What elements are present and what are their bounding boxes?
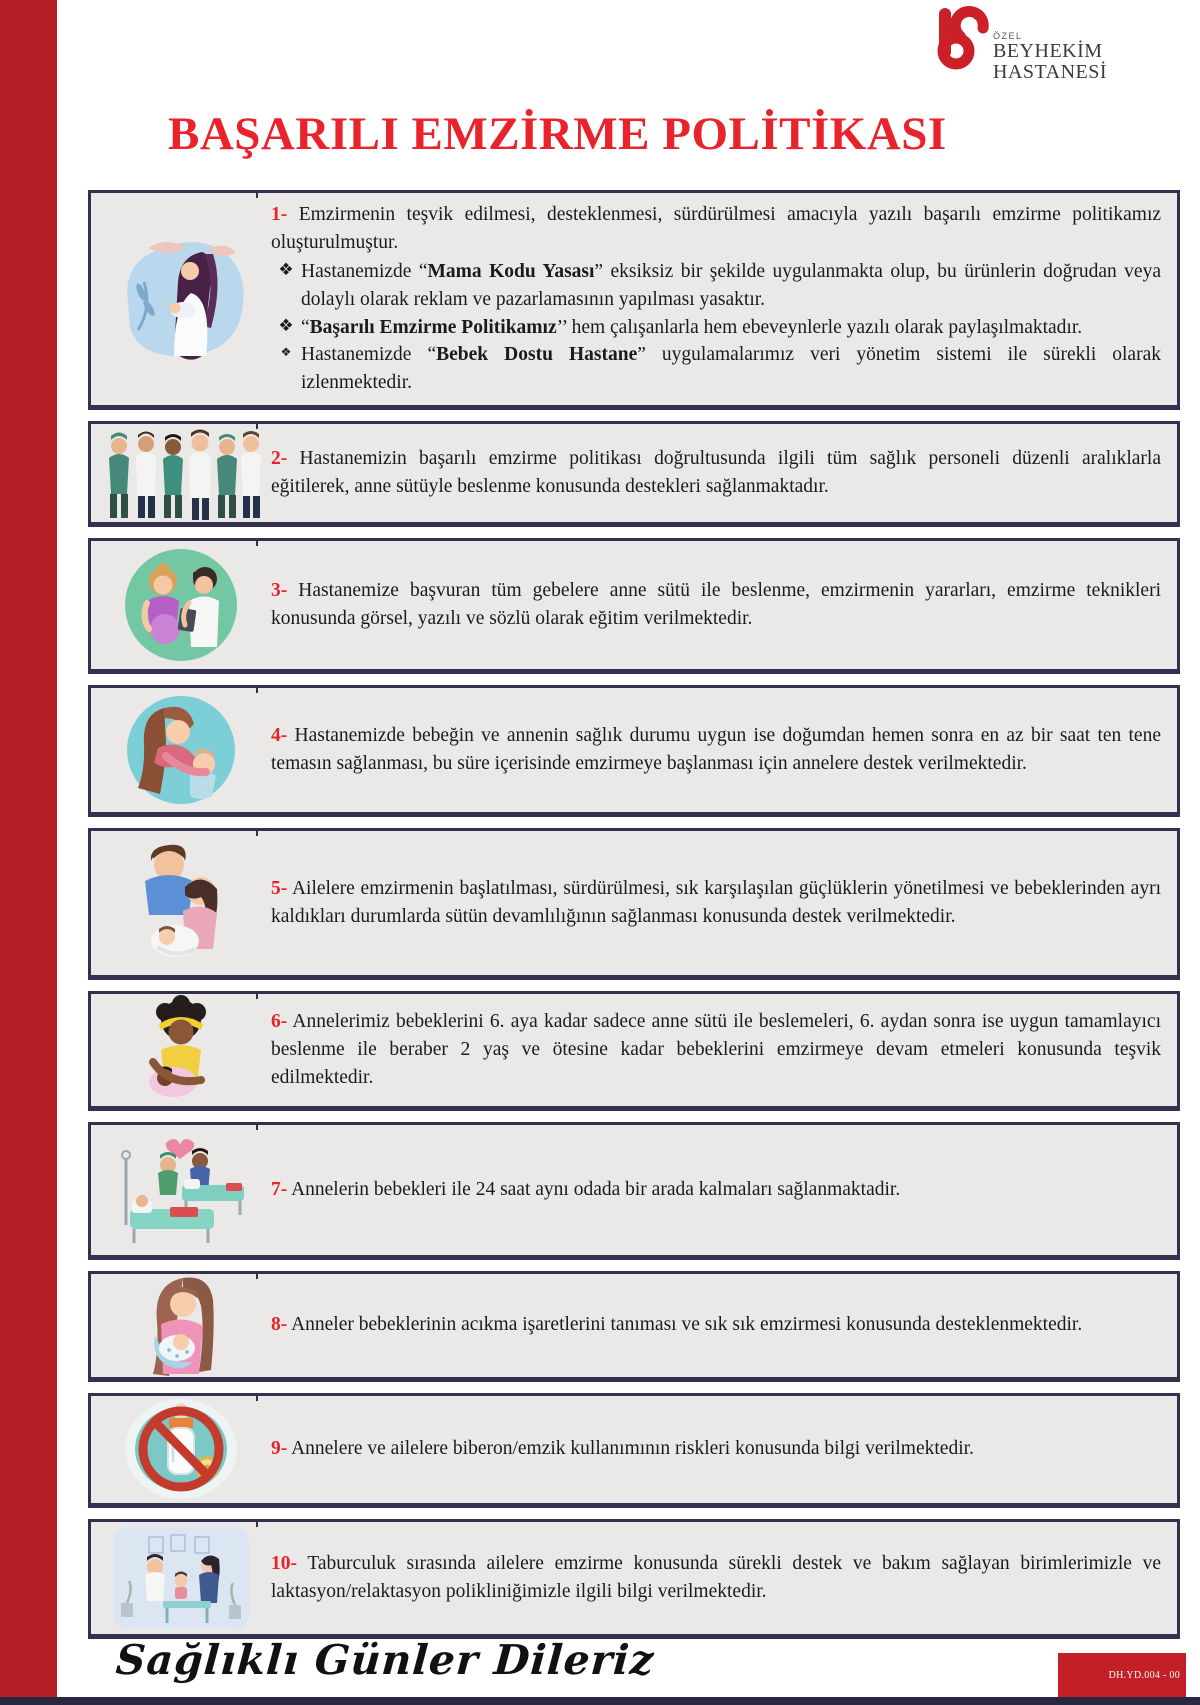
item-number: 5- xyxy=(271,878,288,900)
body-text: Hastanemizin başarılı emzirme politikası doğrultusunda ilgili tüm sağlık personeli düzenli aralıklarla eğitilerek, anne sütüyle beslenme konusunda destekleri sağlanmaktadır. xyxy=(271,448,1162,497)
policy-text xyxy=(271,1550,1161,1605)
body-text: Ailelere emzirmenin başlatılması, sürdürülmesi, sık karşılaşılan güçlüklerin yönetilmesi ve bebeklerinden ayrı kaldıkları durumlarda sütün devamlılığının sağlanması konusunda destek verilmektedir. xyxy=(271,878,1161,927)
policy-text-block xyxy=(271,867,1177,938)
diamond-bullet-icon: ❖ xyxy=(278,260,294,280)
skin-to-skin-contact-illustration xyxy=(91,690,271,810)
hospital-logo-text xyxy=(993,32,1200,83)
body-text: Annelere ve ailelere biberon/emzik kullanımının riskleri konusunda bilgi verilmektedir. xyxy=(291,1438,974,1460)
body-text: Anneler bebeklerinin acıkma işaretlerini tanıması ve sık sık emzirmesi konusunda desteklenmektedir. xyxy=(291,1314,1083,1336)
logo-hospital-name: BEYHEKİM HASTANESİ xyxy=(993,40,1108,84)
item-number: 4- xyxy=(271,725,288,747)
policy-item-3 xyxy=(88,538,1180,674)
policy-text-block xyxy=(271,1168,1177,1212)
policy-item-4 xyxy=(88,685,1180,817)
bullet-item xyxy=(271,314,1161,342)
medical-staff-team-illustration xyxy=(91,424,271,522)
diamond-bullet-icon: ❖ xyxy=(280,345,292,360)
policy-text xyxy=(271,1176,1161,1204)
footer-slogan: Sağlıklı Günler Dileriz xyxy=(114,1636,656,1684)
policy-text-block xyxy=(271,1000,1177,1099)
logo-ozel-label: ÖZEL xyxy=(993,31,1023,41)
policy-text xyxy=(271,1008,1161,1091)
bullet-item xyxy=(271,258,1161,313)
rooming-in-hospital-illustration xyxy=(91,1129,271,1251)
policy-text-block xyxy=(271,714,1177,785)
mother-holding-baby-illustration xyxy=(91,994,271,1106)
policy-text xyxy=(271,1435,1161,1463)
body-text: Taburculuk sırasında ailelere emzirme konusunda sürekli destek ve bakım sağlayan birimlerimizle ve laktasyon/relaktasyon polikliniğimizle ilgili bilgi verilmektedir. xyxy=(271,1553,1161,1602)
policy-text-block xyxy=(271,1303,1177,1347)
family-support-illustration xyxy=(91,835,271,971)
policy-text-block xyxy=(271,437,1177,508)
item-number: 3- xyxy=(271,580,288,602)
item-number: 1- xyxy=(271,204,288,225)
policy-text-block xyxy=(271,569,1177,640)
policy-text-block xyxy=(271,1542,1177,1613)
item-number: 9- xyxy=(271,1438,288,1460)
pregnant-woman-education-illustration xyxy=(91,543,271,667)
left-accent-bar xyxy=(0,0,57,1698)
document-code: DH.YD.004 - 00 xyxy=(1108,1669,1180,1681)
policy-text xyxy=(271,577,1161,632)
policy-item-2 xyxy=(88,421,1180,527)
nursing-mother-illustration xyxy=(91,1274,271,1376)
policy-list xyxy=(88,190,1180,1650)
item-number: 6- xyxy=(271,1011,288,1033)
discharge-lactation-clinic-illustration xyxy=(91,1525,271,1631)
bullet-text: “Başarılı Emzirme Politikamız’’ hem çalışanlarla hem ebeveynlerle yazılı olarak paylaşılmaktadır. xyxy=(301,316,1083,338)
body-text: Annelerin bebekleri ile 24 saat aynı odada bir arada kalmaları sağlanmaktadir. xyxy=(291,1178,901,1200)
item-number: 10- xyxy=(271,1553,297,1575)
policy-text xyxy=(271,445,1161,500)
hospital-logo-icon xyxy=(928,6,990,70)
body-text: Annelerimiz bebeklerini 6. aya kadar sadece anne sütü ile beslemeleri, 6. aydan sonra ise uygun tamamlayıcı beslenme ile beraber 2 yaş ve ötesine kadar bebeklerini emzirmeye devam etmeleri konusunda teşvik edilmektedir. xyxy=(271,1011,1161,1088)
policy-item-5 xyxy=(88,828,1180,980)
hospital-logo xyxy=(928,6,1200,83)
policy-text-block xyxy=(271,193,1177,405)
item-number: 8- xyxy=(271,1314,288,1336)
policy-text xyxy=(271,722,1161,777)
bottom-accent-bar xyxy=(0,1697,1200,1705)
policy-text xyxy=(271,1311,1161,1339)
intro-text: Emzirmenin teşvik edilmesi, desteklenmesi, sürdürülmesi amacıyla yazılı başarılı emzirme politikamız oluşturulmuştur. xyxy=(271,204,1162,253)
diamond-bullet-icon: ❖ xyxy=(278,315,294,335)
item-number: 2- xyxy=(271,448,288,470)
document-code-box xyxy=(1058,1653,1186,1697)
policy-item-7 xyxy=(88,1122,1180,1260)
policy-item-6 xyxy=(88,991,1180,1111)
body-text: Hastanemize başvuran tüm gebelere anne sütü ile beslenme, emzirmenin yararları, emzirme teknikleri konusunda görsel, yazılı ve sözlü olarak eğitim verilmektedir. xyxy=(271,580,1161,629)
body-text: Hastanemizde bebeğin ve annenin sağlık durumu uygun ise doğumdan hemen sonra en az bir saat ten tene temasın sağlanması, bu süre içerisinde emzirmeye başlanması için annelere destek verilmektedir. xyxy=(271,725,1161,774)
page-title: BAŞARILI EMZİRME POLİTİKASI xyxy=(168,108,947,161)
no-bottle-pacifier-illustration xyxy=(91,1396,271,1502)
policy-item-9 xyxy=(88,1393,1180,1508)
mother-breastfeeding-illustration xyxy=(91,224,271,374)
bullet-item xyxy=(271,341,1161,396)
policy-text xyxy=(271,875,1161,930)
bullet-text: Hastanemizde “Bebek Dostu Hastane” uygulamalarımız veri yönetim sistemi ile sürekli olarak izlenmektedir. xyxy=(301,344,1161,394)
policy-item-1 xyxy=(88,190,1180,410)
bullet-text: Hastanemizde “Mama Kodu Yasası” eksiksiz bir şekilde uygulanmakta olup, bu ürünlerin doğrudan veya dolaylı olarak reklam ve pazarlamasının yapılması yasaktır. xyxy=(301,261,1161,311)
policy-item-10 xyxy=(88,1519,1180,1639)
item-number: 7- xyxy=(271,1178,288,1200)
policy-item-8 xyxy=(88,1271,1180,1382)
policy-intro xyxy=(271,201,1161,256)
bullet-list xyxy=(271,258,1161,396)
policy-text-block xyxy=(271,1427,1177,1471)
